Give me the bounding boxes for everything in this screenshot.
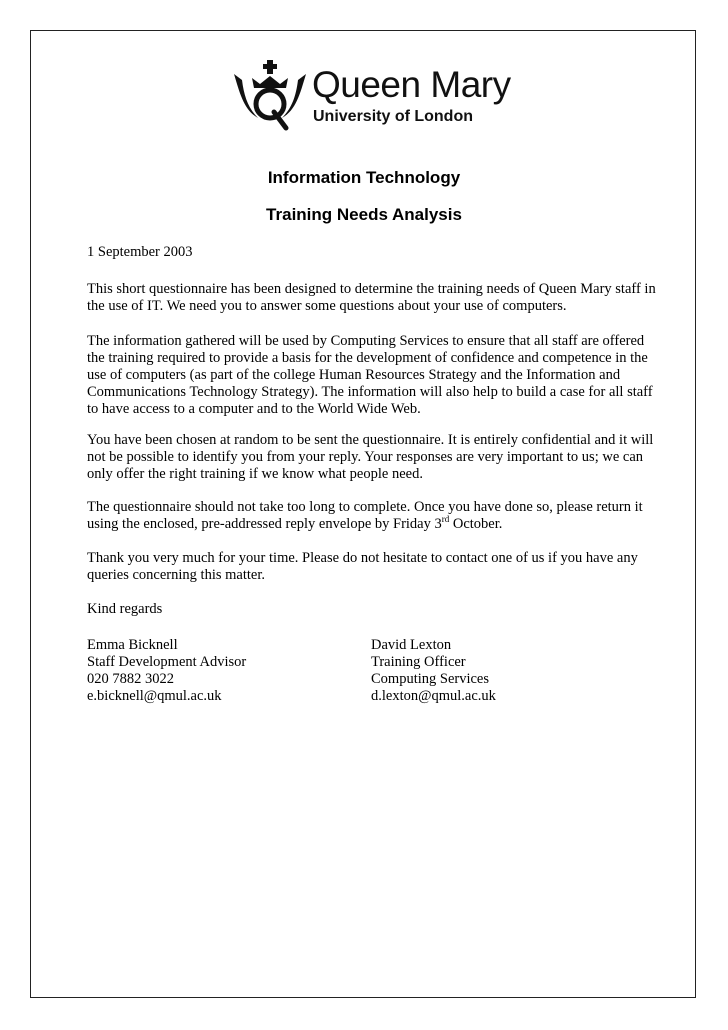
signatory-department: Computing Services [371,671,490,687]
university-logo [230,58,510,132]
signatory-name: Emma Bicknell [87,637,178,653]
signatory-phone: 020 7882 3022 [87,671,174,687]
paragraph-intro: This short questionnaire has been designed to determine the training needs of Queen Mary staff in the use of IT. We need you to answer some questions about your use of computers. [87,281,656,314]
paragraph-return-instructions: The questionnaire should not take too long to complete. Once you have done so, please return it using the enclosed, pre-addressed reply envelope by Friday 3rd October. [87,499,643,532]
signatory-left [87,637,246,705]
paragraph-purpose: The information gathered will be used by Computing Services to ensure that all staff are offered the training required to provide a basis for the development of confidence and competence in the use of computers (as part of the college Human Resources Strategy and the Information and Communications Technology Strategy). The information will also help to build a case for all staff to have access to a computer and to the World Wide Web. [87,333,653,417]
logo-wordmark: Queen Mary [312,64,511,105]
paragraph-thanks: Thank you very much for your time. Please do not hesitate to contact one of us if you have any queries concerning this matter. [87,550,638,583]
signatory-title: Staff Development Advisor [87,654,247,670]
closing-salutation: Kind regards [87,601,163,617]
ordinal-suffix: rd [441,514,450,525]
crown-emblem-icon [230,58,310,132]
signatory-right [371,637,496,705]
signatory-email: d.lexton@qmul.ac.uk [371,688,496,704]
signatory-email: e.bicknell@qmul.ac.uk [87,688,222,704]
document-heading-department: Information Technology [267,168,461,187]
paragraph-confidentiality: You have been chosen at random to be sent the questionnaire. It is entirely confidential and it will not be possible to identify you from your reply. Your responses are very important to us; we can only offer the right training if we know what people need. [87,432,654,482]
signatory-name: David Lexton [371,637,452,653]
logo-subtitle: University of London [313,108,473,125]
letter-date: 1 September 2003 [87,244,193,260]
signatory-title: Training Officer [371,654,466,670]
document-title: Training Needs Analysis [266,205,462,224]
